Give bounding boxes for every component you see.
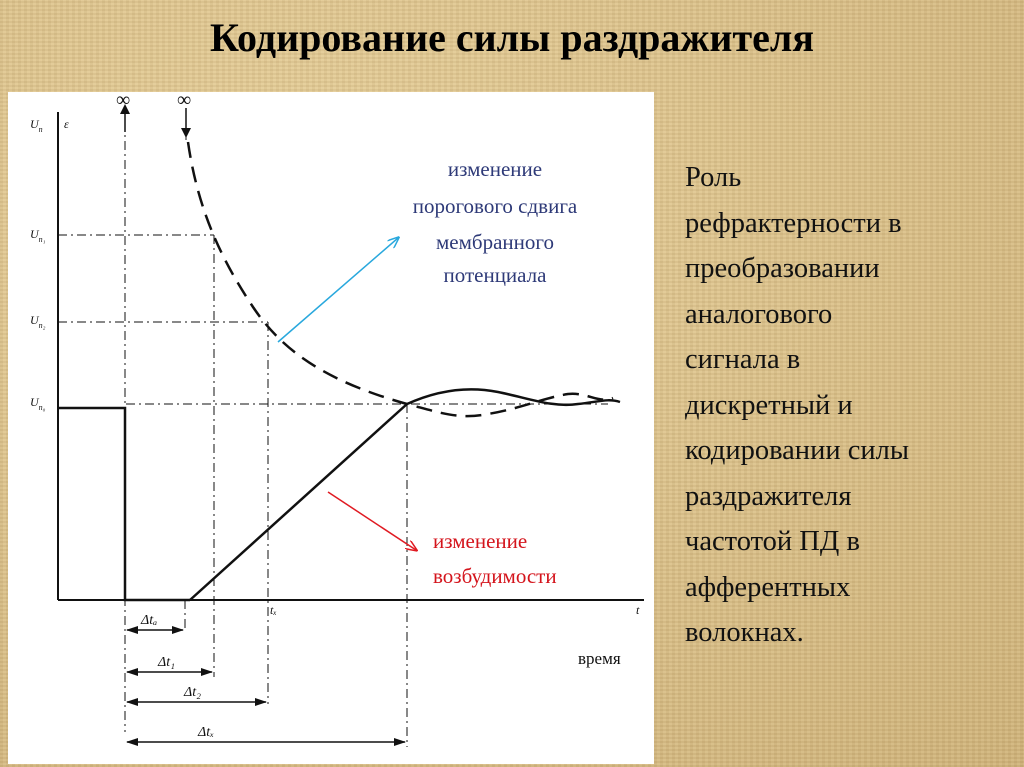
side-text-line-5: сигнала в [685,344,801,375]
threshold-annotation-arrow [278,238,398,342]
y-axis-label-right: ε [64,117,69,131]
threshold-annotation-line-4: потенциала [443,263,547,287]
slide-title: Кодирование силы раздражителя [210,15,814,60]
threshold-annotation-line-3: мембранного [436,230,554,254]
potential-step-line [58,408,190,600]
side-text-line-2: рефрактерности в [685,207,902,239]
side-text-line-7: кодировании силы [685,435,909,466]
side-text-line-8: раздражителя [685,480,852,512]
excitability-annotation-line-2: возбудимости [433,564,557,588]
time-label: время [578,649,621,668]
excitability-annotation-line-1: изменение [433,529,528,553]
excitability-annotation-arrow [328,492,416,550]
refractoriness-diagram [8,92,654,764]
interval-dtx-label: Δtₓ [198,725,215,740]
threshold-annotation-line-2: порогового сдвига [412,194,578,218]
side-text [685,155,1015,656]
side-text-line-10: афферентных [685,571,851,603]
level-label-u-p0: $U_{п_0}$ [30,395,46,412]
x-axis-label: t [636,603,640,617]
interval-dt2-label: Δt₂ [184,685,201,700]
interval-dta-label: Δtₐ [141,613,158,628]
threshold-annotation-line-1: изменение [447,157,543,181]
level-label-u-p2: $U_{п_2}$ [30,313,46,330]
infinity-symbol-1: ∞ [116,92,131,111]
side-text-line-6: дискретный и [685,389,853,421]
infinity-symbol-2: ∞ [177,92,192,111]
level-label-u-p1: $U_{п_1}$ [30,227,46,244]
side-text-line-11: волокнах. [685,617,804,648]
tx-label: tₓ [270,603,277,617]
side-text-line-1: Роль [685,162,742,193]
side-text-line-3: преобразовании [685,253,880,284]
side-text-line-4: аналогового [685,298,833,330]
excitability-curve [190,404,407,600]
y-axis-label-left: $U_п$ [30,117,43,134]
side-text-line-9: частотой ПД в [685,526,860,557]
interval-dt1-label: Δt₁ [158,655,175,670]
threshold-curve [188,142,613,416]
diagram-panel [8,92,654,764]
